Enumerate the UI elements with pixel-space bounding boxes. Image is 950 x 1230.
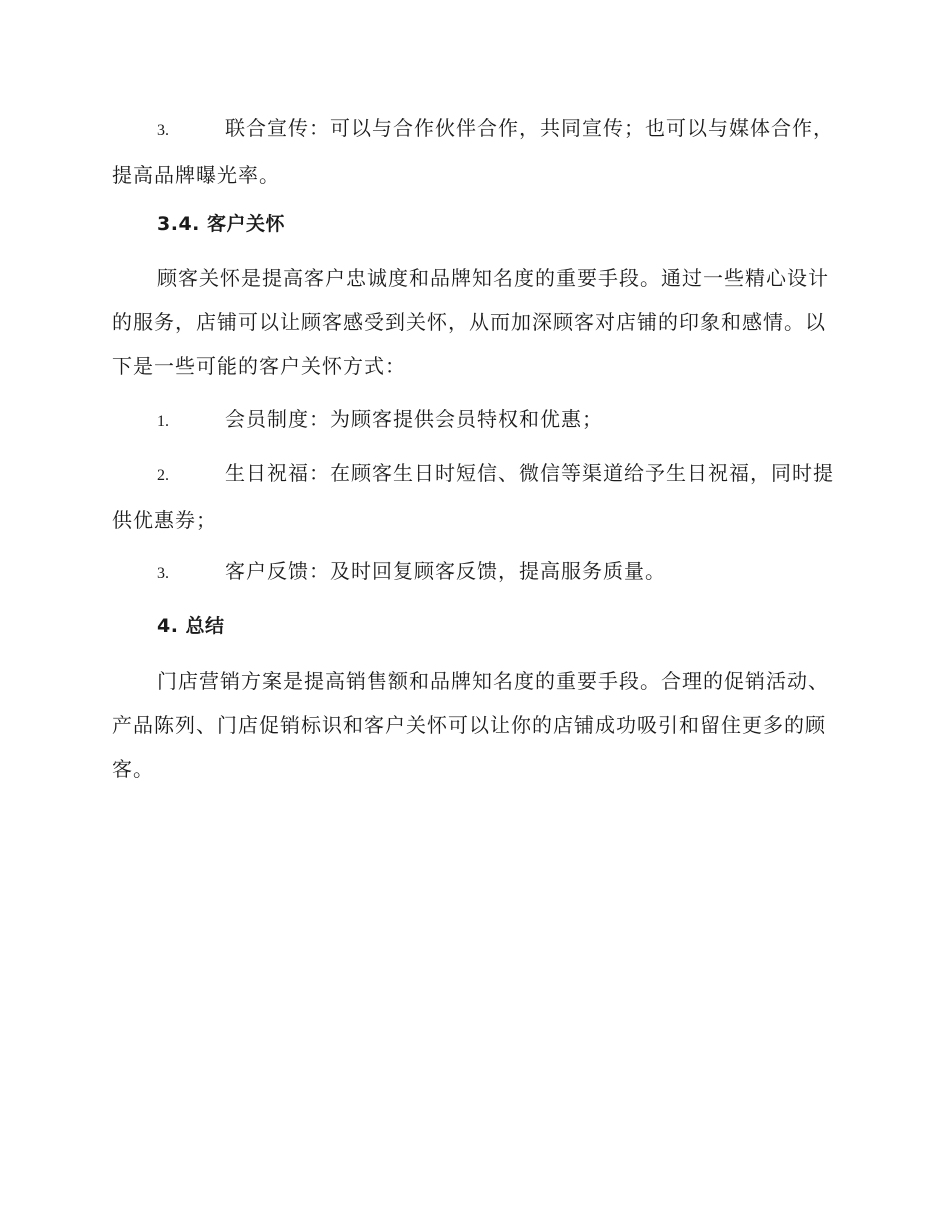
list-item-text: 生日祝福：在顾客生日时短信、微信等渠道给予生日祝福，同时提供优惠券； — [112, 461, 834, 532]
list-item-number: 3. — [157, 565, 169, 582]
list-item-birthday — [112, 451, 836, 542]
section-heading-summary: 4. 总结 — [157, 615, 225, 637]
list-item-number: 2. — [157, 467, 169, 484]
list-item-joint-promotion — [112, 106, 836, 197]
list-item-text: 联合宣传：可以与合作伙伴合作，共同宣传；也可以与媒体合作，提高品牌曝光率。 — [112, 116, 834, 187]
section-paragraph-summary: 门店营销方案是提高销售额和品牌知名度的重要手段。合理的促销活动、产品陈列、门店促销标识和客户关怀可以让你的店铺成功吸引和留住更多的顾客。 — [112, 669, 829, 781]
section-heading-customer-care: 3.4. 客户关怀 — [157, 213, 285, 235]
list-item-number: 3. — [157, 122, 169, 139]
list-item-membership — [112, 397, 836, 444]
list-item-number: 1. — [157, 413, 169, 430]
list-item-text: 会员制度：为顾客提供会员特权和优惠； — [225, 407, 603, 431]
section-paragraph-customer-care: 顾客关怀是提高客户忠诚度和品牌知名度的重要手段。通过一些精心设计的服务，店铺可以让顾客感受到关怀，从而加深顾客对店铺的印象和感情。以下是一些可能的客户关怀方式： — [112, 266, 829, 378]
list-item-text: 客户反馈：及时回复顾客反馈，提高服务质量。 — [225, 559, 666, 583]
list-item-feedback — [112, 549, 836, 596]
